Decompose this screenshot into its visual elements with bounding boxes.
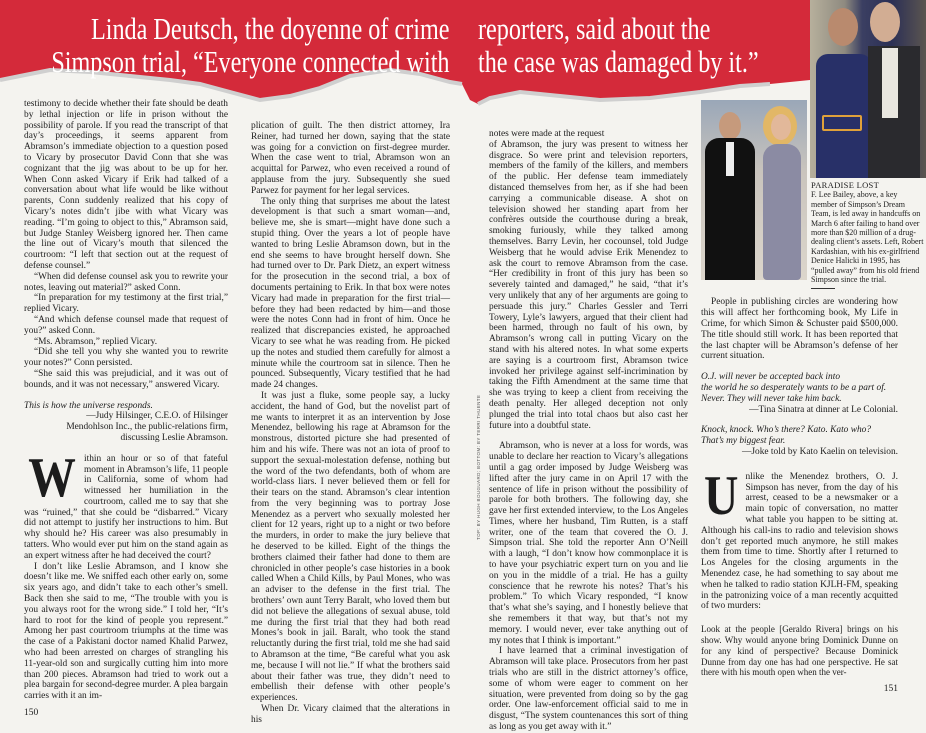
epigraph-attribution: discussing Leslie Abramson. [120, 432, 228, 443]
drop-cap: U [704, 464, 739, 527]
paragraph: The only thing that surprises me about the latest development is that such a smart woman—and, believe me, she is smart—might have done such a stupid thing. Over the years a lot of people have wanted to bring Leslie Abramson down, but in the end she seems to have brought herself down. She had turned over to Dr. Park Dietz, an expert witness for the prosecution in the second trial, a box of documents pertaining to Erik. In that box were notes Vicary had made in preparation for the first trial—before they had been redacted by him—and those were the notes Conn had in front of him. Once he realized that discrepancies existed, he approached Vicary to see what he was reading from. He picked up the notes and studied them carefully for almost a minute while the courtroom sat in silence. Then he pounced. Subsequently, Vicary testified that he had made 24 changes. [251, 196, 450, 391]
photo-caption [811, 181, 924, 289]
caption-heading: PARADISE LOST [811, 180, 880, 190]
photo-credit: TOP: BY HUGH BOUGUARD; BOTTOM: BY TERRI THUENTE [476, 394, 481, 540]
right-column-2 [701, 297, 898, 695]
paragraph-text: nlike the Menendez brothers, O. J. Simpson has never, from the day of his arrest, ceased to be a newsmaker or a main topic of conversation, no matter what table you happen to be sitting at. Although his call-ins to radio and television shows don’t get reported much anymore, he still makes them from time to time. Shortly after I returned to Los Angeles for the closing arguments in the Menendez case, he had something to say about me when he talked to radio station KJLH-FM, speaking in the patronizing voice of a man recently acquitted of two murders: [701, 471, 898, 612]
headline-line: reporters, said about the [478, 11, 711, 46]
paragraph: “When did defense counsel ask you to rewrite your notes, leaving out material?” asked Conn. [24, 271, 228, 293]
paragraph: “Did she tell you why she wanted you to rewrite your notes?” Conn persisted. [24, 347, 228, 369]
page-number-left: 150 [24, 708, 39, 719]
page-number-right: 151 [883, 684, 898, 695]
right-column-2-wrapper [701, 181, 924, 695]
caption-text: F. Lee Bailey, above, a key member of Simpson’s Dream Team, is led away in handcuffs on March 6 after failing to hand over more than $20 million of a drug-dealing client’s assets. Left, Robert Kardashian, with his ex-girlfriend Denice Halicki in 1995, has “pulled away” from his old friend Simpson since the trial. [811, 190, 924, 285]
paragraph: “And which defense counsel made that request of you?” asked Conn. [24, 314, 228, 336]
paragraph: People in publishing circles are wondering how this will affect her forthcoming book, My Life in Crime, for which Simon & Schuster paid $500,000. The title should still work. It has been reported that the last chapter will be Abramson’s defense of her current situation. [701, 297, 898, 362]
headline-line: Linda Deutsch, the doyenne of crime [91, 11, 451, 46]
drop-cap: W [28, 446, 76, 509]
quote-line: That’s my biggest fear. [701, 436, 786, 447]
epigraph-attribution: Mendohlson Inc., the public-relations firm, [66, 422, 228, 433]
quote-line: the world he so desperately wants to be a part of. [701, 383, 887, 394]
paragraph: I don’t like Leslie Abramson, and I know she doesn’t like me. We sniffed each other early on, some six years ago, and didn’t take to each other’s smell. Back then she said to me, “The trouble with you is you always root for the wrong side.” I told her, “It’s hard to root for the kind of people you represent.” Among her past courtroom triumphs at the time was the case of a Pakistani doctor named Khalid Parwez, who had been arrested on charges of strangling his 11-year-old son and surgically cutting him into more than 200 pieces. Abramson had tried to work out a plea bargain for second-degree murder. A plea bargain carries with it an im- [24, 561, 228, 702]
paragraph-text: ithin an hour or so of that fateful moment in Abramson’s life, 11 people in California, some of whom had witnessed her humiliation in the courtroom, called me to say that she was “ruined,” that she could be “disbarred.” Vicary did not attempt to justify her instructions to him. But why should he? His career was also presumably in tatters. Who would ever put him on the stand again as an expert witness after he had deceived the court? [24, 453, 228, 561]
paragraph: of Abramson, the jury was present to witness her disgrace. So were print and television reporters, members of the family of the killers, and members of the public. Her defense team immediately distanced themselves from her, as if she had been carrying a communicable disease. A shot on television showed her standing apart from her confrères outside the courthouse during a break, smoking furiously, while they talked among themselves. Barry Levin, her cocounsel, told Judge Weisberg that he would advise Erik Menendez to ask the court to remove Abramson from the case. “Her credibility in front of this jury has been so severely tainted and damaged,” he said, “that it’s very unlikely that any of her arguments are going to persuade this jury.” Charles Gessler and Terri Towery, Lyle’s lawyers, argued that their client had been harmed, through no fault of his own, by Abramson’s wrong call in putting Vicary on the stand with his altered notes. In what some experts are saying is a courtroom first, Abramson twice invoked her privilege against self-incrimination by taking the Fifth Amendment at the same time that she was trying to keep a client from receiving the death penalty. Her alleged deception not only plunged the trial into total chaos but also cast her future into a doubtful state. [489, 139, 688, 431]
quote-attribution: —Tina Sinatra at dinner at Le Colonial. [749, 404, 898, 415]
paragraph [701, 464, 898, 612]
headline-line: the case was damaged by it.” [478, 44, 759, 79]
right-column-1 [489, 129, 688, 733]
epigraph-attribution: —Judy Hilsinger, C.E.O. of Hilsinger [86, 411, 228, 422]
caption-rule [811, 288, 835, 289]
photo-bailey-handcuffed [810, 0, 926, 178]
quote-line: Knock, knock. Who’s there? Kato. Kato who? [701, 425, 872, 436]
quote-line: Never. They will never take him back. [701, 393, 842, 404]
paragraph: “She said this was prejudicial, and it was out of bounds, and it was not necessary,” answered Vicary. [24, 368, 228, 390]
paragraph: plication of guilt. The then district attorney, Ira Reiner, had turned her down, saying that the state was going for a conviction on first-degree murder. When the case went to trial, Abramson won an acquittal for Parwez, who even received a round of applause from the jury. Subsequently she sued Parwez for payment for her legal services. [251, 121, 450, 196]
paragraph: testimony to decide whether their fate should be death by lethal injection or life in prison without the possibility of parole. If you read the transcript of that day’s proceedings, it seems apparent from Abramson’s immediate objection to a question posed to Vicary by prosecutor David Conn that she was cognizant that the jig was about to be up for her. When Conn asked Vicary if Erik had talked of a conversation about what life would be like without parents, Conn suddenly realized that his copy of Vicary’s notes didn’t jibe with what Vicary was reading. “I’m going to object to this,” Abramson said, but Judge Stanley Weisberg ignored her. Then came the line out of Vicary’s mouth that silenced the courtroom: “I left that section out at the request of defense counsel.” [24, 99, 228, 271]
headline-line: Simpson trial, “Everyone connected with [51, 44, 450, 79]
paragraph: When Dr. Vicary claimed that the alterations in his [251, 704, 450, 725]
paragraph [24, 446, 228, 562]
paragraph: I have learned that a criminal investigation of Abramson will take place. Prosecutors from her past trials who are still in the district attorney’s office, some of whom were eager to comment on her situation, were prevented from doing so by the gag order. One law-enforcement official said to me in disgust, “The system countenances this sort of thing as long as you get away with it.” [489, 646, 688, 733]
epigraph-quote: This is how the universe responds. [24, 400, 153, 411]
paragraph: Abramson, who is never at a loss for words, was unable to declare her reaction to Vicary’s allegations until a gag order imposed by Judge Weisberg was lifted after the jury came in on April 17 with the sentence of life in prison without the possibility of parole for both brothers. The following day, she gave her first extended interview, to the Los Angeles Times, where her husband, Tim Rutten, is a staff writer, one of the team that covered the O. J. Simpson trial. She told the reporter Ann O’Neill with a laugh, “I don’t know how commonplace it is to have your psychiatric expert turn on you and lie on you in the middle of a trial. He has a guilty conscience that he rewrote his notes? That’s his problem.” To which Vicary responded, “I know that’s what she’s saying, and I honestly believe that she remembers it that way, but that’s not my memory. I would never, ever take anything out of my notes that I think is important.” [489, 441, 688, 646]
quote-line: O.J. will never be accepted back into [701, 372, 841, 383]
quote-attribution: —Joke told by Kato Kaelin on television. [742, 447, 898, 458]
headline-right [478, 12, 759, 78]
left-column-1 [24, 99, 228, 719]
paragraph: It was just a fluke, some people say, a lucky accident, the hand of God, but the novelist part of me wants to interpret it as an intervention by Jose Menendez, bellowing his rage at Abramson for the monstrous, distorted picture she had presented of him and his wife. There was not an iota of proof to support the sexual-molestation defense, nothing but the word of the two defendants, both of whom are world-class liars. I never believed them or fell for their tears on the stand. Abramson’s clear intention from the very beginning was to portray Jose Menendez as a pervert who sexually molested her client for 12 years, right up to a night or two before the murders, in order to make the jury believe that he deserved to be killed. Eight of the things the brothers claimed their father had done to them are chronicled in other people’s case histories in a book called When a Child Kills, by Paul Mones, who was an adviser to the defense in the first trial. The brothers’ own aunt Terry Baralt, who loved them but did not believe the allegations of sexual abuse, told me during the first trial that they had both read Mones’s book in jail. Baralt, who took the stand reluctantly during the first trial, told me she had said to Abramson at the time, “Be careful what you ask me, because I will not lie.” If what the brothers said about their father was true, they didn’t need to embellish their defense with other people’s experiences. [251, 390, 450, 704]
paragraph: “Ms. Abramson,” replied Vicary. [34, 336, 158, 347]
headline-left [52, 12, 450, 78]
paragraph: notes were made at the request [489, 129, 605, 139]
extract-quote: Look at the people [Geraldo Rivera] brings on his show. Why would anyone bring Dominick Dunne on for any kind of perspective? Because Dominick Dunne from day one has had one perspective. He sat there with his mouth open when the ver- [701, 624, 898, 678]
paragraph: “In preparation for my testimony at the first trial,” replied Vicary. [24, 293, 228, 315]
left-column-2 [251, 121, 450, 726]
